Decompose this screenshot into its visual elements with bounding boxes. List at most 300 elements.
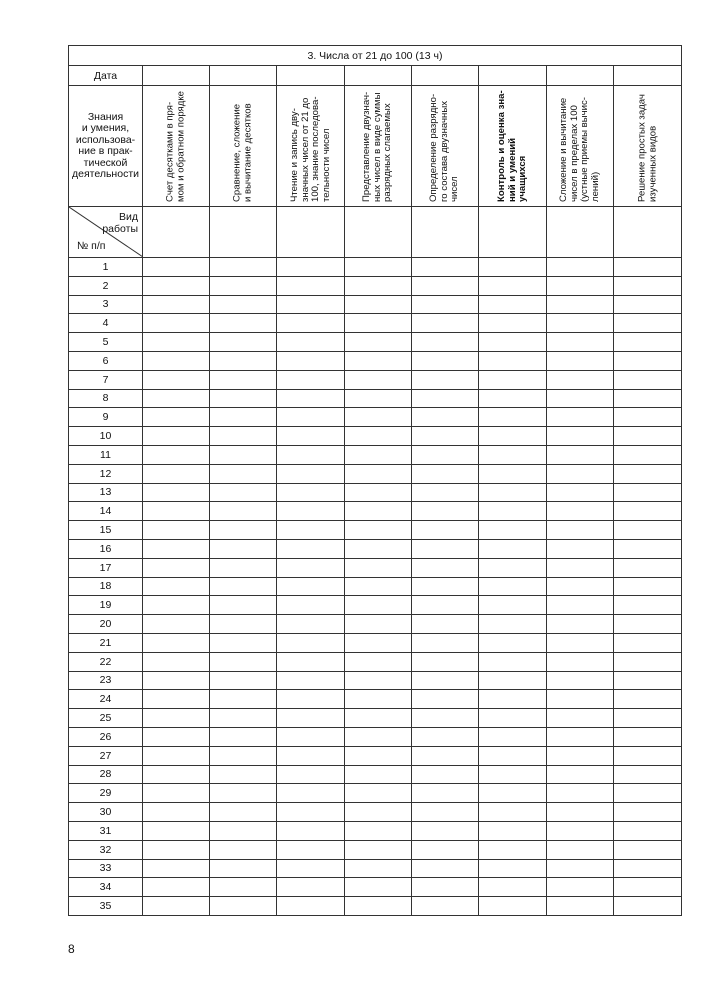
grade-cell[interactable]	[210, 821, 277, 840]
grade-cell[interactable]	[412, 897, 479, 916]
grade-cell[interactable]	[143, 539, 210, 558]
grade-cell[interactable]	[143, 821, 210, 840]
grade-cell[interactable]	[143, 502, 210, 521]
column-header-label: Счет десятками в пря- мом и обратном порядке	[164, 91, 186, 202]
grade-cell[interactable]	[547, 483, 614, 502]
grade-cell[interactable]	[547, 351, 614, 370]
grade-cell[interactable]	[547, 445, 614, 464]
grade-cell[interactable]	[345, 558, 412, 577]
grade-cell[interactable]	[143, 389, 210, 408]
grade-cell[interactable]	[412, 690, 479, 709]
grade-cell[interactable]	[547, 821, 614, 840]
grade-cell[interactable]	[277, 690, 345, 709]
grade-cell[interactable]	[277, 709, 345, 728]
grade-cell[interactable]	[210, 784, 277, 803]
grade-cell[interactable]	[547, 276, 614, 295]
grade-cell[interactable]	[210, 690, 277, 709]
grade-cell[interactable]	[479, 351, 547, 370]
grade-cell[interactable]	[143, 370, 210, 389]
grade-cell[interactable]	[143, 351, 210, 370]
grade-cell[interactable]	[479, 558, 547, 577]
grade-cell[interactable]	[547, 558, 614, 577]
grade-cell[interactable]	[412, 652, 479, 671]
grade-cell[interactable]	[614, 746, 682, 765]
grade-cell[interactable]	[143, 727, 210, 746]
grade-cell[interactable]	[143, 408, 210, 427]
work-type-cell[interactable]	[210, 207, 277, 258]
grade-cell[interactable]	[479, 258, 547, 277]
grade-cell[interactable]	[277, 370, 345, 389]
grade-cell[interactable]	[479, 464, 547, 483]
grade-cell[interactable]	[345, 295, 412, 314]
grade-cell[interactable]	[210, 596, 277, 615]
grade-cell[interactable]	[614, 596, 682, 615]
work-type-cell[interactable]	[143, 207, 210, 258]
grade-cell[interactable]	[479, 803, 547, 822]
grade-cell[interactable]	[479, 652, 547, 671]
grade-cell[interactable]	[614, 652, 682, 671]
grade-cell[interactable]	[210, 897, 277, 916]
grade-cell[interactable]	[210, 558, 277, 577]
grade-cell[interactable]	[412, 765, 479, 784]
grade-cell[interactable]	[412, 502, 479, 521]
grade-cell[interactable]	[547, 596, 614, 615]
grade-cell[interactable]	[479, 502, 547, 521]
grade-cell[interactable]	[143, 671, 210, 690]
grade-cell[interactable]	[345, 276, 412, 295]
grade-cell[interactable]	[614, 408, 682, 427]
grade-cell[interactable]	[277, 897, 345, 916]
date-cell[interactable]	[412, 66, 479, 86]
grade-cell[interactable]	[547, 709, 614, 728]
grade-cell[interactable]	[277, 408, 345, 427]
grade-cell[interactable]	[479, 690, 547, 709]
grade-cell[interactable]	[614, 897, 682, 916]
grade-cell[interactable]	[143, 652, 210, 671]
grade-cell[interactable]	[412, 295, 479, 314]
grade-cell[interactable]	[547, 897, 614, 916]
grade-cell[interactable]	[210, 370, 277, 389]
grade-cell[interactable]	[143, 709, 210, 728]
grade-cell[interactable]	[143, 633, 210, 652]
grade-cell[interactable]	[345, 727, 412, 746]
date-cell[interactable]	[547, 66, 614, 86]
grade-cell[interactable]	[210, 389, 277, 408]
grade-cell[interactable]	[277, 258, 345, 277]
work-type-cell[interactable]	[412, 207, 479, 258]
grade-cell[interactable]	[277, 784, 345, 803]
work-type-cell[interactable]	[345, 207, 412, 258]
date-cell[interactable]	[614, 66, 682, 86]
grade-cell[interactable]	[143, 765, 210, 784]
grade-cell[interactable]	[547, 389, 614, 408]
grade-cell[interactable]	[210, 408, 277, 427]
grade-cell[interactable]	[547, 878, 614, 897]
grade-cell[interactable]	[143, 427, 210, 446]
grade-cell[interactable]	[547, 803, 614, 822]
grade-cell[interactable]	[210, 746, 277, 765]
grade-cell[interactable]	[547, 690, 614, 709]
date-cell[interactable]	[143, 66, 210, 86]
grade-cell[interactable]	[210, 840, 277, 859]
grade-cell[interactable]	[412, 351, 479, 370]
grade-cell[interactable]	[143, 464, 210, 483]
grade-cell[interactable]	[614, 615, 682, 634]
grade-cell[interactable]	[412, 483, 479, 502]
grade-cell[interactable]	[277, 521, 345, 540]
grade-cell[interactable]	[277, 427, 345, 446]
grade-cell[interactable]	[479, 859, 547, 878]
grade-cell[interactable]	[210, 652, 277, 671]
grade-cell[interactable]	[345, 746, 412, 765]
grade-cell[interactable]	[277, 558, 345, 577]
grade-cell[interactable]	[277, 314, 345, 333]
grade-cell[interactable]	[277, 276, 345, 295]
grade-cell[interactable]	[277, 502, 345, 521]
grade-cell[interactable]	[412, 746, 479, 765]
grade-cell[interactable]	[210, 765, 277, 784]
grade-cell[interactable]	[277, 878, 345, 897]
grade-cell[interactable]	[412, 521, 479, 540]
grade-cell[interactable]	[614, 709, 682, 728]
grade-cell[interactable]	[412, 709, 479, 728]
grade-cell[interactable]	[210, 295, 277, 314]
grade-cell[interactable]	[412, 427, 479, 446]
grade-cell[interactable]	[277, 859, 345, 878]
grade-cell[interactable]	[479, 521, 547, 540]
grade-cell[interactable]	[210, 878, 277, 897]
grade-cell[interactable]	[479, 746, 547, 765]
grade-cell[interactable]	[479, 577, 547, 596]
grade-cell[interactable]	[277, 464, 345, 483]
grade-cell[interactable]	[345, 878, 412, 897]
grade-cell[interactable]	[143, 276, 210, 295]
grade-cell[interactable]	[143, 314, 210, 333]
grade-cell[interactable]	[143, 615, 210, 634]
grade-cell[interactable]	[479, 765, 547, 784]
grade-cell[interactable]	[345, 370, 412, 389]
grade-cell[interactable]	[412, 314, 479, 333]
grade-cell[interactable]	[547, 840, 614, 859]
work-type-cell[interactable]	[614, 207, 682, 258]
grade-cell[interactable]	[547, 859, 614, 878]
grade-cell[interactable]	[412, 859, 479, 878]
grade-cell[interactable]	[345, 840, 412, 859]
grade-cell[interactable]	[479, 539, 547, 558]
grade-cell[interactable]	[614, 821, 682, 840]
grade-cell[interactable]	[547, 370, 614, 389]
grade-cell[interactable]	[210, 709, 277, 728]
grade-cell[interactable]	[345, 709, 412, 728]
grade-cell[interactable]	[614, 445, 682, 464]
grade-cell[interactable]	[412, 821, 479, 840]
grade-cell[interactable]	[412, 727, 479, 746]
grade-cell[interactable]	[479, 389, 547, 408]
grade-cell[interactable]	[614, 295, 682, 314]
grade-cell[interactable]	[345, 464, 412, 483]
grade-cell[interactable]	[143, 840, 210, 859]
grade-cell[interactable]	[210, 633, 277, 652]
grade-cell[interactable]	[547, 784, 614, 803]
grade-cell[interactable]	[412, 370, 479, 389]
grade-cell[interactable]	[547, 671, 614, 690]
grade-cell[interactable]	[547, 577, 614, 596]
grade-cell[interactable]	[210, 521, 277, 540]
grade-cell[interactable]	[614, 370, 682, 389]
grade-cell[interactable]	[210, 577, 277, 596]
grade-cell[interactable]	[479, 671, 547, 690]
grade-cell[interactable]	[143, 878, 210, 897]
grade-cell[interactable]	[345, 690, 412, 709]
grade-cell[interactable]	[345, 502, 412, 521]
grade-cell[interactable]	[210, 671, 277, 690]
grade-cell[interactable]	[277, 765, 345, 784]
grade-cell[interactable]	[277, 746, 345, 765]
grade-cell[interactable]	[345, 765, 412, 784]
grade-cell[interactable]	[345, 483, 412, 502]
grade-cell[interactable]	[479, 370, 547, 389]
grade-cell[interactable]	[412, 615, 479, 634]
grade-cell[interactable]	[547, 333, 614, 352]
grade-cell[interactable]	[345, 427, 412, 446]
grade-cell[interactable]	[479, 295, 547, 314]
grade-cell[interactable]	[614, 427, 682, 446]
grade-cell[interactable]	[479, 615, 547, 634]
grade-cell[interactable]	[614, 464, 682, 483]
grade-cell[interactable]	[479, 709, 547, 728]
grade-cell[interactable]	[277, 351, 345, 370]
grade-cell[interactable]	[412, 803, 479, 822]
column-header	[479, 86, 547, 207]
grade-cell[interactable]	[210, 276, 277, 295]
grade-cell[interactable]	[143, 746, 210, 765]
grade-cell[interactable]	[143, 521, 210, 540]
grade-cell[interactable]	[412, 596, 479, 615]
grade-cell[interactable]	[345, 859, 412, 878]
grade-cell[interactable]	[210, 539, 277, 558]
grade-cell[interactable]	[143, 258, 210, 277]
grade-cell[interactable]	[277, 652, 345, 671]
grade-cell[interactable]	[277, 539, 345, 558]
grade-cell[interactable]	[547, 727, 614, 746]
grade-cell[interactable]	[614, 351, 682, 370]
grade-cell[interactable]	[277, 803, 345, 822]
grade-cell[interactable]	[412, 276, 479, 295]
grade-cell[interactable]	[345, 539, 412, 558]
grade-cell[interactable]	[614, 633, 682, 652]
work-type-cell[interactable]	[277, 207, 345, 258]
grade-cell[interactable]	[614, 521, 682, 540]
grade-cell[interactable]	[345, 577, 412, 596]
date-cell[interactable]	[479, 66, 547, 86]
grade-cell[interactable]	[210, 427, 277, 446]
grade-cell[interactable]	[345, 408, 412, 427]
grade-cell[interactable]	[143, 897, 210, 916]
grade-cell[interactable]	[547, 652, 614, 671]
grade-cell[interactable]	[412, 258, 479, 277]
grade-cell[interactable]	[277, 596, 345, 615]
grade-cell[interactable]	[210, 314, 277, 333]
grade-cell[interactable]	[412, 840, 479, 859]
grade-cell[interactable]	[479, 427, 547, 446]
grade-cell[interactable]	[143, 859, 210, 878]
grade-cell[interactable]	[614, 539, 682, 558]
grade-cell[interactable]	[345, 671, 412, 690]
grade-cell[interactable]	[143, 558, 210, 577]
grade-cell[interactable]	[412, 558, 479, 577]
grade-cell[interactable]	[479, 897, 547, 916]
grade-cell[interactable]	[412, 633, 479, 652]
grade-cell[interactable]	[412, 671, 479, 690]
grade-cell[interactable]	[547, 295, 614, 314]
grade-cell[interactable]	[412, 408, 479, 427]
grade-cell[interactable]	[614, 333, 682, 352]
grade-cell[interactable]	[412, 445, 479, 464]
grade-cell[interactable]	[547, 765, 614, 784]
grade-cell[interactable]	[277, 577, 345, 596]
grade-cell[interactable]	[143, 445, 210, 464]
grade-cell[interactable]	[412, 784, 479, 803]
grade-cell[interactable]	[614, 671, 682, 690]
grade-cell[interactable]	[210, 502, 277, 521]
grade-cell[interactable]	[614, 765, 682, 784]
grade-cell[interactable]	[479, 314, 547, 333]
grade-cell[interactable]	[277, 389, 345, 408]
grade-cell[interactable]	[210, 445, 277, 464]
grade-cell[interactable]	[143, 596, 210, 615]
grade-cell[interactable]	[277, 633, 345, 652]
row-number: 28	[69, 765, 143, 784]
grade-cell[interactable]	[479, 276, 547, 295]
grade-cell[interactable]	[614, 577, 682, 596]
grade-cell[interactable]	[345, 258, 412, 277]
grade-cell[interactable]	[143, 784, 210, 803]
grade-cell[interactable]	[345, 803, 412, 822]
grade-cell[interactable]	[547, 615, 614, 634]
grade-cell[interactable]	[210, 483, 277, 502]
grade-cell[interactable]	[547, 464, 614, 483]
grade-cell[interactable]	[547, 314, 614, 333]
grade-cell[interactable]	[412, 333, 479, 352]
grade-cell[interactable]	[614, 483, 682, 502]
grade-cell[interactable]	[614, 727, 682, 746]
table-row	[69, 859, 682, 878]
grade-cell[interactable]	[412, 878, 479, 897]
grade-cell[interactable]	[345, 445, 412, 464]
grade-cell[interactable]	[412, 539, 479, 558]
grade-cell[interactable]	[479, 445, 547, 464]
grade-cell[interactable]	[210, 615, 277, 634]
grade-cell[interactable]	[614, 803, 682, 822]
date-cell[interactable]	[210, 66, 277, 86]
grade-cell[interactable]	[345, 784, 412, 803]
grade-cell[interactable]	[277, 840, 345, 859]
grade-cell[interactable]	[345, 615, 412, 634]
grade-cell[interactable]	[345, 897, 412, 916]
grade-cell[interactable]	[547, 746, 614, 765]
grade-cell[interactable]	[345, 351, 412, 370]
grade-cell[interactable]	[614, 276, 682, 295]
grade-cell[interactable]	[210, 803, 277, 822]
grade-cell[interactable]	[614, 840, 682, 859]
grade-cell[interactable]	[345, 652, 412, 671]
grade-cell[interactable]	[143, 577, 210, 596]
grade-cell[interactable]	[345, 596, 412, 615]
grade-cell[interactable]	[412, 464, 479, 483]
grade-cell[interactable]	[143, 333, 210, 352]
grade-cell[interactable]	[479, 878, 547, 897]
grade-cell[interactable]	[479, 840, 547, 859]
grade-cell[interactable]	[547, 521, 614, 540]
grade-cell[interactable]	[345, 521, 412, 540]
grade-cell[interactable]	[479, 408, 547, 427]
grade-cell[interactable]	[479, 596, 547, 615]
grade-cell[interactable]	[614, 389, 682, 408]
grade-cell[interactable]	[345, 821, 412, 840]
grade-cell[interactable]	[547, 539, 614, 558]
grade-cell[interactable]	[143, 295, 210, 314]
date-cell[interactable]	[277, 66, 345, 86]
grade-cell[interactable]	[277, 295, 345, 314]
grade-cell[interactable]	[345, 633, 412, 652]
grade-cell[interactable]	[614, 784, 682, 803]
grade-cell[interactable]	[479, 784, 547, 803]
grade-cell[interactable]	[614, 859, 682, 878]
grade-cell[interactable]	[277, 821, 345, 840]
grade-cell[interactable]	[143, 803, 210, 822]
grade-cell[interactable]	[547, 408, 614, 427]
grade-cell[interactable]	[143, 483, 210, 502]
grade-cell[interactable]	[345, 389, 412, 408]
grade-cell[interactable]	[614, 258, 682, 277]
grade-cell[interactable]	[479, 333, 547, 352]
grade-cell[interactable]	[277, 615, 345, 634]
grade-cell[interactable]	[345, 314, 412, 333]
grade-cell[interactable]	[345, 333, 412, 352]
grade-cell[interactable]	[210, 859, 277, 878]
date-cell[interactable]	[345, 66, 412, 86]
grade-cell[interactable]	[547, 633, 614, 652]
grade-cell[interactable]	[479, 821, 547, 840]
grade-cell[interactable]	[210, 351, 277, 370]
grade-cell[interactable]	[412, 389, 479, 408]
grade-cell[interactable]	[210, 258, 277, 277]
grade-cell[interactable]	[277, 483, 345, 502]
grade-cell[interactable]	[210, 727, 277, 746]
grade-cell[interactable]	[143, 690, 210, 709]
grade-cell[interactable]	[547, 427, 614, 446]
grade-cell[interactable]	[547, 258, 614, 277]
work-type-cell[interactable]	[547, 207, 614, 258]
grade-cell[interactable]	[614, 502, 682, 521]
grade-cell[interactable]	[479, 727, 547, 746]
grade-cell[interactable]	[479, 633, 547, 652]
grade-cell[interactable]	[277, 333, 345, 352]
grade-cell[interactable]	[210, 464, 277, 483]
grade-cell[interactable]	[210, 333, 277, 352]
grade-cell[interactable]	[614, 690, 682, 709]
grade-cell[interactable]	[479, 483, 547, 502]
grade-cell[interactable]	[614, 558, 682, 577]
grade-cell[interactable]	[547, 502, 614, 521]
grade-cell[interactable]	[277, 445, 345, 464]
grade-cell[interactable]	[277, 671, 345, 690]
grade-cell[interactable]	[614, 314, 682, 333]
grade-cell[interactable]	[614, 878, 682, 897]
grade-cell[interactable]	[277, 727, 345, 746]
grade-cell[interactable]	[412, 577, 479, 596]
work-type-cell[interactable]	[479, 207, 547, 258]
